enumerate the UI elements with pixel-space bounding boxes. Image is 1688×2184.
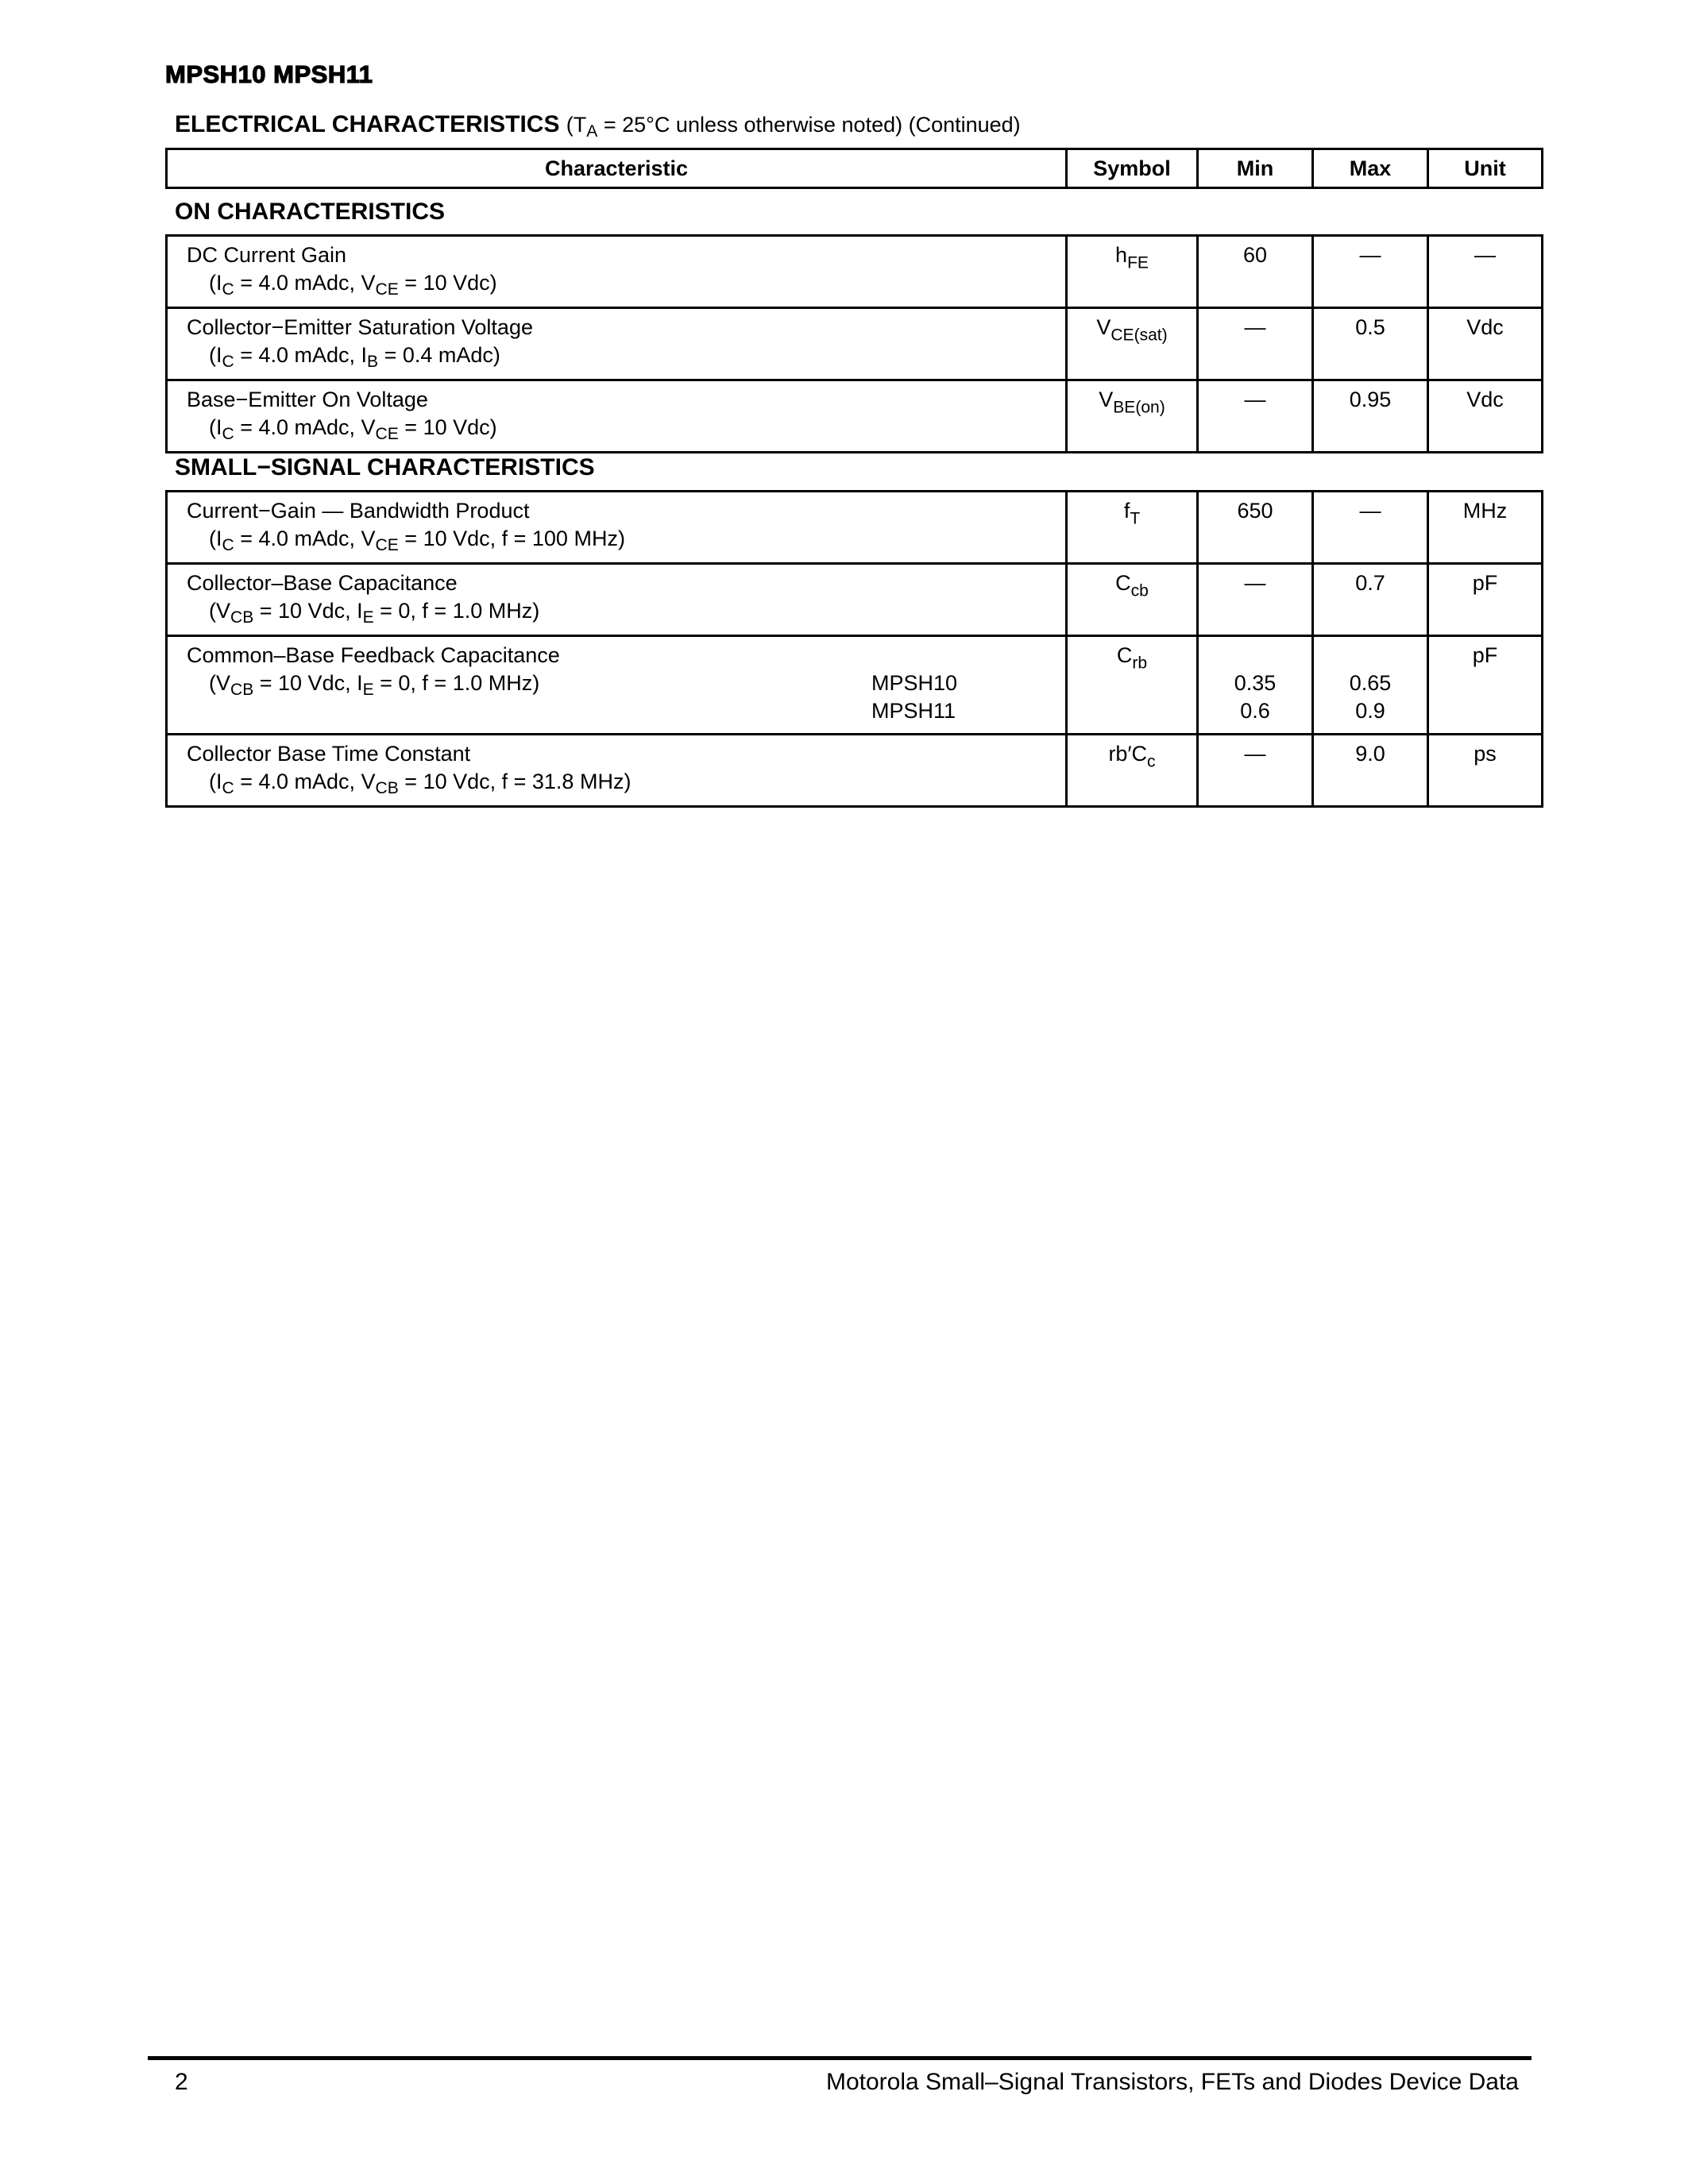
- max-value: 0.65: [1349, 671, 1392, 695]
- column-header-table: [165, 148, 1543, 189]
- symbol-subscript: CE(sat): [1111, 326, 1168, 345]
- characteristic-name: Collector−Emitter Saturation Voltage: [187, 315, 533, 339]
- page-header: MPSH10 MPSH11: [165, 60, 373, 88]
- device-variants: [871, 669, 957, 725]
- column-header-symbol: Symbol: [1067, 149, 1198, 188]
- test-condition: ($I_C = 4.0$ mAdc, $V_{CE} = 10$ Vdc): [209, 415, 497, 443]
- condition-block: [187, 341, 1065, 369]
- characteristic-cell: [167, 236, 1067, 308]
- symbol-cell: [1067, 564, 1198, 636]
- symbol-cell: [1067, 636, 1198, 735]
- condition-block: [187, 525, 1065, 553]
- table-row: [167, 492, 1543, 564]
- characteristic-name: Collector Base Time Constant: [187, 742, 471, 766]
- max-cell: —: [1313, 492, 1428, 564]
- condition-block: [187, 414, 1065, 442]
- unit-cell: —: [1428, 236, 1543, 308]
- characteristic-name: DC Current Gain: [187, 243, 347, 267]
- symbol-subscript: T: [1130, 509, 1141, 528]
- test-condition: ($V_{CB} = 10$ Vdc, $I_E = 0$, f = 1.0 MHz): [209, 671, 540, 699]
- group-title-small-signal: SMALL−SIGNAL CHARACTERISTICS: [175, 454, 595, 480]
- characteristic-name: Base−Emitter On Voltage: [187, 388, 428, 411]
- table-row: [167, 236, 1543, 308]
- characteristic-cell: [167, 380, 1067, 453]
- min-cell: 60: [1198, 236, 1313, 308]
- symbol-cell: [1067, 308, 1198, 380]
- symbol-main: V: [1096, 315, 1111, 339]
- min-cell: —: [1198, 308, 1313, 380]
- characteristic-cell: [167, 308, 1067, 380]
- characteristic-cell: [167, 735, 1067, 807]
- column-header-unit: Unit: [1428, 149, 1543, 188]
- symbol-cell: [1067, 735, 1198, 807]
- min-cell: —: [1198, 380, 1313, 453]
- section-title-text: ELECTRICAL CHARACTERISTICS: [175, 111, 560, 137]
- unit-cell: ps: [1428, 735, 1543, 807]
- test-condition: ($I_C = 4.0$ mAdc, $V_{CE} = 10$ Vdc, f = 100 MHz): [209, 527, 625, 554]
- footer-text: Motorola Small–Signal Transistors, FETs and Diodes Device Data: [825, 2069, 1519, 2095]
- small-signal-characteristics-table: [165, 490, 1543, 808]
- max-cell: —: [1313, 236, 1428, 308]
- section-title-note: ($T_A = 25^\circ C$ unless otherwise noted) (Continued): [566, 113, 1021, 141]
- characteristic-name: Current−Gain — Bandwidth Product: [187, 499, 530, 523]
- max-value: 0.9: [1355, 699, 1385, 723]
- group-title-on: ON CHARACTERISTICS: [175, 199, 446, 225]
- section-title: [175, 111, 1021, 141]
- symbol-cell: [1067, 380, 1198, 453]
- symbol-subscript: FE: [1127, 253, 1149, 272]
- characteristic-name: Common–Base Feedback Capacitance: [187, 643, 560, 667]
- unit-cell: pF: [1428, 636, 1543, 735]
- table-row: [167, 636, 1543, 735]
- characteristic-name: Collector–Base Capacitance: [187, 571, 458, 595]
- max-cell: [1313, 636, 1428, 735]
- symbol-main: C: [1115, 571, 1131, 595]
- column-header-max: Max: [1313, 149, 1428, 188]
- min-cell: —: [1198, 735, 1313, 807]
- symbol-subscript: BE(on): [1113, 398, 1165, 417]
- characteristic-cell: [167, 564, 1067, 636]
- condition-block: [187, 669, 1065, 723]
- min-cell: [1198, 636, 1313, 735]
- footer-page-number: 2: [175, 2069, 188, 2095]
- column-header-characteristic: Characteristic: [167, 149, 1067, 188]
- symbol-main: C: [1116, 643, 1133, 667]
- max-cell: 0.95: [1313, 380, 1428, 453]
- unit-cell: Vdc: [1428, 380, 1543, 453]
- table-row: [167, 564, 1543, 636]
- test-condition: ($I_C = 4.0$ mAdc, $V_{CB} = 10$ Vdc, f = 31.8 MHz): [209, 770, 632, 797]
- on-characteristics-table: [165, 234, 1543, 453]
- condition-block: [187, 269, 1065, 297]
- table-row: [167, 380, 1543, 453]
- test-condition: ($I_C = 4.0$ mAdc, $I_B = 0.4$ mAdc): [209, 343, 500, 371]
- device-label: MPSH10: [871, 671, 958, 695]
- characteristic-cell: [167, 636, 1067, 735]
- max-cell: 9.0: [1313, 735, 1428, 807]
- test-condition: ($I_C = 4.0$ mAdc, $V_{CE} = 10$ Vdc): [209, 271, 497, 299]
- symbol-main: h: [1115, 243, 1128, 267]
- min-cell: 650: [1198, 492, 1313, 564]
- column-header-min: Min: [1198, 149, 1313, 188]
- symbol-main: V: [1099, 388, 1114, 411]
- table-row: [167, 308, 1543, 380]
- symbol-subscript: c: [1147, 752, 1156, 771]
- unit-cell: Vdc: [1428, 308, 1543, 380]
- symbol-cell: [1067, 492, 1198, 564]
- condition-block: [187, 597, 1065, 625]
- min-value: 0.6: [1240, 699, 1270, 723]
- max-cell: 0.5: [1313, 308, 1428, 380]
- footer-rule: [148, 2056, 1532, 2060]
- symbol-subscript: rb: [1132, 654, 1148, 673]
- symbol-subscript: cb: [1130, 581, 1149, 600]
- characteristic-cell: [167, 492, 1067, 564]
- min-value: 0.35: [1234, 671, 1277, 695]
- symbol-main: rb′C: [1108, 742, 1148, 766]
- device-label: MPSH11: [871, 699, 956, 723]
- max-cell: 0.7: [1313, 564, 1428, 636]
- condition-block: [187, 768, 1065, 796]
- min-cell: —: [1198, 564, 1313, 636]
- test-condition: ($V_{CB} = 10$ Vdc, $I_E = 0$, f = 1.0 MHz): [209, 599, 540, 627]
- table-row: [167, 735, 1543, 807]
- symbol-main: f: [1123, 499, 1130, 523]
- unit-cell: MHz: [1428, 492, 1543, 564]
- symbol-cell: [1067, 236, 1198, 308]
- unit-cell: pF: [1428, 564, 1543, 636]
